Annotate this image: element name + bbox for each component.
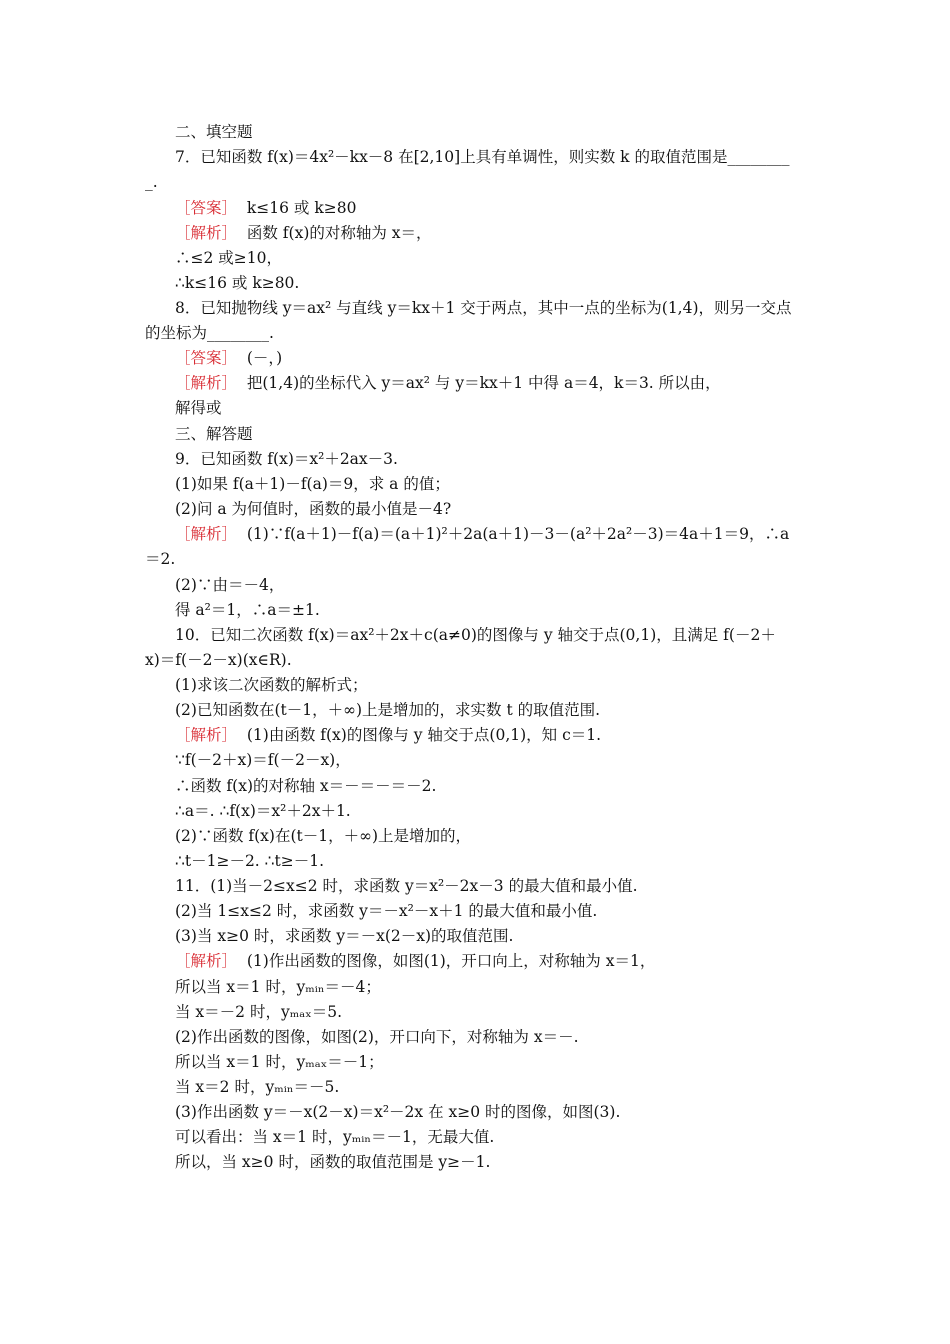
line-text: ∴函数 f(x)的对称轴 x＝－＝－＝－2. bbox=[175, 777, 437, 795]
text-line bbox=[175, 348, 282, 368]
text-line bbox=[175, 776, 436, 796]
text-line bbox=[175, 901, 597, 921]
text-line bbox=[175, 1052, 384, 1072]
line-text: (2)∵由＝－4， bbox=[175, 576, 285, 594]
text-line bbox=[175, 373, 721, 393]
line-text: ∴t－1≥－2. ∴t≥－1. bbox=[175, 852, 325, 870]
line-text: 三、解答题 bbox=[175, 425, 253, 443]
text-line bbox=[175, 725, 601, 745]
text-line bbox=[175, 675, 367, 695]
text-line bbox=[175, 273, 299, 293]
line-text: (1)∵f(a＋1)－f(a)＝(a＋1)²＋2a(a＋1)－3－(a²＋2a²－3)＝4a＋1＝9，∴a bbox=[237, 525, 790, 543]
line-text: 解得或 bbox=[175, 399, 222, 417]
line-text: ∵f(－2＋x)＝f(－2－x)， bbox=[175, 751, 351, 769]
line-text: 7．已知函数 f(x)＝4x²－kx－8 在[2,10]上具有单调性，则实数 k 的取值范围是________ bbox=[175, 148, 790, 166]
line-text: (2)当 1≤x≤2 时，求函数 y＝－x²－x＋1 的最大值和最小值. bbox=[175, 902, 598, 920]
line-text: ∴k≤16 或 k≥80. bbox=[175, 274, 300, 292]
text-line bbox=[175, 198, 356, 218]
text-line bbox=[175, 801, 351, 821]
line-text: (2)作出函数的图像，如图(2)，开口向下，对称轴为 x＝－. bbox=[175, 1028, 579, 1046]
text-line bbox=[175, 449, 398, 469]
label-tag: ［解析］ bbox=[175, 726, 238, 744]
line-text: ∴≤2 或≥10， bbox=[175, 249, 282, 267]
text-line bbox=[145, 650, 292, 670]
label-tag: ［答案］ bbox=[175, 349, 238, 367]
line-text: 当 x＝2 时，yₘᵢₙ＝－5. bbox=[175, 1078, 340, 1096]
text-line bbox=[175, 575, 284, 595]
line-text: ∴a＝. ∴f(x)＝x²＋2x＋1. bbox=[175, 802, 351, 820]
text-line bbox=[145, 323, 274, 343]
text-line bbox=[175, 700, 600, 720]
text-line bbox=[175, 122, 253, 142]
text-line bbox=[175, 1002, 342, 1022]
line-text: (1)作出函数的图像，如图(1)，开口向上，对称轴为 x＝1， bbox=[237, 952, 656, 970]
text-line bbox=[175, 600, 320, 620]
text-line bbox=[175, 851, 324, 871]
line-text: ＝2. bbox=[145, 550, 176, 568]
text-line bbox=[175, 926, 513, 946]
label-tag: ［解析］ bbox=[175, 952, 238, 970]
text-line bbox=[175, 1127, 494, 1147]
text-line bbox=[175, 826, 471, 846]
line-text: 9．已知函数 f(x)＝x²＋2ax－3. bbox=[175, 450, 398, 468]
label-tag: ［解析］ bbox=[175, 374, 238, 392]
text-line bbox=[175, 298, 792, 318]
text-line bbox=[175, 223, 432, 243]
line-text: 所以当 x＝1 时，yₘᵢₙ＝－4； bbox=[175, 978, 381, 996]
line-text: _. bbox=[145, 173, 158, 191]
line-text: (1)求该二次函数的解析式； bbox=[175, 676, 368, 694]
text-line bbox=[175, 524, 789, 544]
line-text: 函数 f(x)的对称轴为 x＝， bbox=[237, 224, 432, 242]
line-text: (1)由函数 f(x)的图像与 y 轴交于点(0,1)，知 c＝1. bbox=[237, 726, 602, 744]
text-line bbox=[175, 1027, 579, 1047]
line-text: (1)如果 f(a＋1)－f(a)＝9，求 a 的值； bbox=[175, 475, 450, 493]
line-text: x)＝f(－2－x)(x∈R). bbox=[145, 651, 292, 669]
text-line bbox=[175, 1152, 490, 1172]
text-line bbox=[175, 398, 222, 418]
text-line bbox=[175, 951, 655, 971]
line-text: 得 a²＝1，∴a＝±1. bbox=[175, 601, 320, 619]
line-text: 当 x＝－2 时，yₘₐₓ＝5. bbox=[175, 1003, 343, 1021]
text-line bbox=[175, 1102, 620, 1122]
line-text: 11．(1)当－2≤x≤2 时，求函数 y＝x²－2x－3 的最大值和最小值. bbox=[175, 877, 638, 895]
text-line bbox=[175, 876, 638, 896]
text-line bbox=[175, 750, 351, 770]
text-line bbox=[175, 1077, 339, 1097]
line-text: (2)问 a 为何值时，函数的最小值是－4? bbox=[175, 500, 452, 518]
label-tag: ［解析］ bbox=[175, 224, 238, 242]
line-text: 的坐标为________. bbox=[145, 324, 274, 342]
text-line bbox=[145, 172, 158, 192]
line-text: (2)∵函数 f(x)在(t－1，＋∞)上是增加的， bbox=[175, 827, 472, 845]
text-line bbox=[175, 248, 282, 268]
line-text: 把(1,4)的坐标代入 y＝ax² 与 y＝kx＋1 中得 a＝4，k＝3. 所以由， bbox=[237, 374, 721, 392]
line-text: 8．已知抛物线 y＝ax² 与直线 y＝kx＋1 交于两点，其中一点的坐标为(1,4)，则另一交点 bbox=[175, 299, 792, 317]
line-text: (3)作出函数 y＝－x(2－x)＝x²－2x 在 x≥0 时的图像，如图(3). bbox=[175, 1103, 621, 1121]
text-line bbox=[175, 424, 253, 444]
line-text: (3)当 x≥0 时，求函数 y＝－x(2－x)的取值范围. bbox=[175, 927, 514, 945]
label-tag: ［答案］ bbox=[175, 199, 238, 217]
text-line bbox=[175, 625, 776, 645]
text-line bbox=[175, 977, 381, 997]
line-text: 10．已知二次函数 f(x)＝ax²＋2x＋c(a≠0)的图像与 y 轴交于点(0,1)，且满足 f(－2＋ bbox=[175, 626, 776, 644]
line-text: k≤16 或 k≥80 bbox=[237, 199, 357, 217]
line-text: 可以看出：当 x＝1 时，yₘᵢₙ＝－1，无最大值. bbox=[175, 1128, 495, 1146]
line-text: (2)已知函数在(t－1，＋∞)上是增加的，求实数 t 的取值范围. bbox=[175, 701, 601, 719]
line-text: 二、填空题 bbox=[175, 123, 253, 141]
text-line bbox=[175, 147, 789, 167]
label-tag: ［解析］ bbox=[175, 525, 238, 543]
text-line bbox=[175, 499, 451, 519]
line-text: 所以，当 x≥0 时，函数的取值范围是 y≥－1. bbox=[175, 1153, 491, 1171]
text-line bbox=[145, 549, 175, 569]
text-line bbox=[175, 474, 450, 494]
line-text: (－，) bbox=[237, 349, 283, 367]
line-text: 所以当 x＝1 时，yₘₐₓ＝－1； bbox=[175, 1053, 384, 1071]
